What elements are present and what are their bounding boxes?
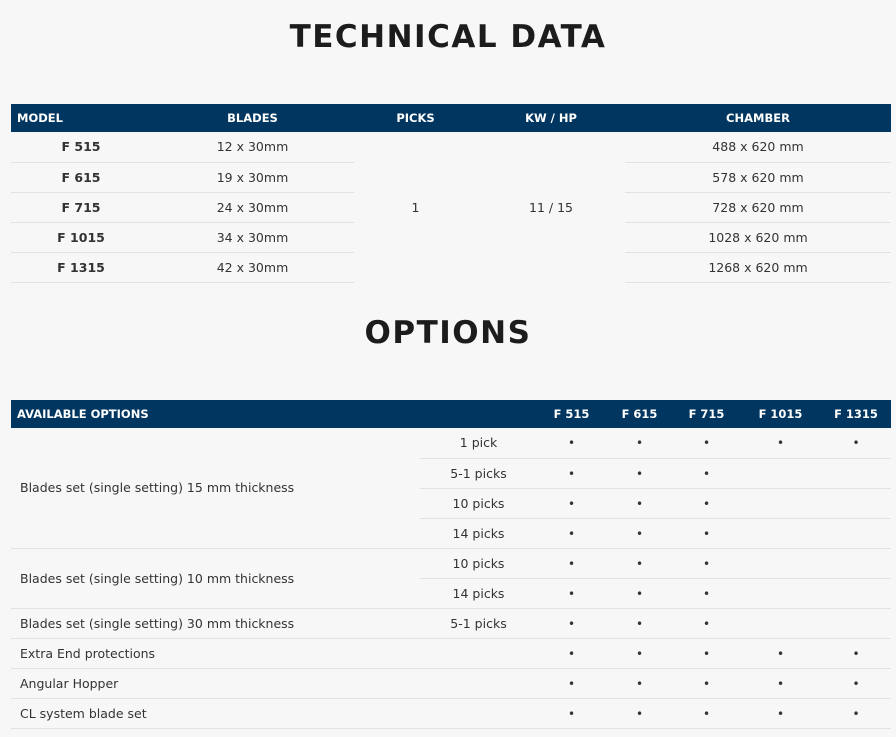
bullet-icon: • <box>635 466 644 481</box>
bullet-icon: • <box>776 646 785 661</box>
availability-cell <box>537 608 606 638</box>
option-name-cell: CL system blade set <box>11 698 420 728</box>
availability-cell <box>606 548 673 578</box>
bullet-icon: • <box>776 676 785 691</box>
availability-cell <box>537 488 606 518</box>
bullet-icon: • <box>702 676 711 691</box>
chamber-cell: 1268 x 620 mm <box>625 252 891 282</box>
availability-cell <box>606 428 673 458</box>
option-sub-cell: 14 picks <box>420 518 537 548</box>
bullet-icon: • <box>702 706 711 721</box>
availability-cell <box>606 608 673 638</box>
availability-cell <box>740 638 821 668</box>
availability-cell <box>740 608 821 638</box>
bullet-icon: • <box>702 556 711 571</box>
bullet-icon: • <box>567 466 576 481</box>
availability-cell <box>606 698 673 728</box>
availability-cell <box>673 548 740 578</box>
model-cell: F 615 <box>11 162 151 192</box>
bullet-icon: • <box>776 436 785 451</box>
availability-cell <box>821 638 891 668</box>
availability-cell <box>537 428 606 458</box>
options-header-row <box>11 400 891 428</box>
availability-cell <box>821 458 891 488</box>
availability-cell <box>537 638 606 668</box>
model-cell: F 515 <box>11 132 151 162</box>
availability-cell <box>537 698 606 728</box>
availability-cell <box>821 668 891 698</box>
bullet-icon: • <box>852 706 860 721</box>
table-row <box>11 608 891 638</box>
availability-cell <box>537 518 606 548</box>
header-chamber: CHAMBER <box>625 104 891 132</box>
bullet-icon: • <box>776 706 785 721</box>
bullet-icon: • <box>852 646 860 661</box>
bullet-icon: • <box>702 616 711 631</box>
availability-cell <box>821 698 891 728</box>
option-name-cell: Angular Hopper <box>11 668 420 698</box>
bullet-icon: • <box>702 586 711 601</box>
chamber-cell: 728 x 620 mm <box>625 192 891 222</box>
bullet-icon: • <box>702 436 711 451</box>
header-f1015: F 1015 <box>740 400 821 428</box>
option-sub-cell <box>420 638 537 668</box>
picks-cell: 1 <box>411 199 420 215</box>
availability-cell <box>740 578 821 608</box>
table-row <box>11 548 891 578</box>
technical-data-table <box>11 104 891 283</box>
availability-cell <box>821 578 891 608</box>
bullet-icon: • <box>567 676 576 691</box>
availability-cell <box>606 668 673 698</box>
bullet-icon: • <box>702 646 711 661</box>
kw-hp-cell: 11 / 15 <box>529 199 573 215</box>
availability-cell <box>606 518 673 548</box>
availability-cell <box>606 488 673 518</box>
header-model: MODEL <box>11 104 151 132</box>
bullet-icon: • <box>567 586 576 601</box>
technical-header-row <box>11 104 891 132</box>
bullet-icon: • <box>567 616 576 631</box>
table-row <box>11 668 891 698</box>
header-blades: BLADES <box>151 104 354 132</box>
bullet-icon: • <box>567 496 576 511</box>
availability-cell <box>537 578 606 608</box>
bullet-icon: • <box>702 526 711 541</box>
availability-cell <box>740 518 821 548</box>
blades-cell: 19 x 30mm <box>151 162 354 192</box>
bullet-icon: • <box>635 496 644 511</box>
option-sub-cell <box>420 698 537 728</box>
blades-cell: 24 x 30mm <box>151 192 354 222</box>
model-cell: F 715 <box>11 192 151 222</box>
bullet-icon: • <box>635 646 644 661</box>
availability-cell <box>673 668 740 698</box>
chamber-cell: 578 x 620 mm <box>625 162 891 192</box>
option-name-cell: Blades set (single setting) 10 mm thickness <box>11 548 420 608</box>
availability-cell <box>673 428 740 458</box>
bullet-icon: • <box>852 436 860 451</box>
availability-cell <box>673 578 740 608</box>
option-sub-cell <box>420 668 537 698</box>
option-name-cell: Extra End protections <box>11 638 420 668</box>
bullet-icon: • <box>567 526 576 541</box>
header-available-options: AVAILABLE OPTIONS <box>11 400 537 428</box>
bullet-icon: • <box>635 586 644 601</box>
bullet-icon: • <box>635 706 644 721</box>
table-row <box>11 428 891 458</box>
options-body <box>11 428 891 728</box>
table-row <box>11 698 891 728</box>
bullet-icon: • <box>567 556 576 571</box>
bullet-icon: • <box>635 436 644 451</box>
availability-cell <box>606 578 673 608</box>
availability-cell <box>537 458 606 488</box>
bullet-icon: • <box>567 646 576 661</box>
availability-cell <box>537 548 606 578</box>
bullet-icon: • <box>702 496 711 511</box>
option-sub-cell: 14 picks <box>420 578 537 608</box>
availability-cell <box>606 638 673 668</box>
option-sub-cell: 5-1 picks <box>420 608 537 638</box>
option-name-cell: Blades set (single setting) 30 mm thickness <box>11 608 420 638</box>
technical-data-title: TECHNICAL DATA <box>289 19 607 55</box>
blades-cell: 34 x 30mm <box>151 222 354 252</box>
model-cell: F 1315 <box>11 252 151 282</box>
table-row <box>11 638 891 668</box>
bullet-icon: • <box>702 466 711 481</box>
option-name-cell: Blades set (single setting) 15 mm thickness <box>11 428 420 548</box>
bullet-icon: • <box>567 436 576 451</box>
header-picks: PICKS <box>354 104 477 132</box>
availability-cell <box>537 668 606 698</box>
availability-cell <box>821 548 891 578</box>
availability-cell <box>821 428 891 458</box>
availability-cell <box>673 458 740 488</box>
bullet-icon: • <box>567 706 576 721</box>
availability-cell <box>673 638 740 668</box>
bullet-icon: • <box>635 526 644 541</box>
availability-cell <box>740 458 821 488</box>
blades-cell: 42 x 30mm <box>151 252 354 282</box>
availability-cell <box>740 548 821 578</box>
options-title: OPTIONS <box>364 315 532 351</box>
availability-cell <box>821 488 891 518</box>
availability-cell <box>673 698 740 728</box>
options-table <box>11 400 891 729</box>
header-f515: F 515 <box>537 400 606 428</box>
header-f615: F 615 <box>606 400 673 428</box>
bullet-icon: • <box>635 676 644 691</box>
chamber-cell: 1028 x 620 mm <box>625 222 891 252</box>
header-f1315: F 1315 <box>821 400 891 428</box>
availability-cell <box>673 488 740 518</box>
header-kw-hp: KW / HP <box>477 104 625 132</box>
table-row <box>11 132 891 162</box>
option-sub-cell: 5-1 picks <box>420 458 537 488</box>
availability-cell <box>740 668 821 698</box>
blades-cell: 12 x 30mm <box>151 132 354 162</box>
availability-cell <box>821 608 891 638</box>
option-sub-cell: 10 picks <box>420 488 537 518</box>
chamber-cell: 488 x 620 mm <box>625 132 891 162</box>
availability-cell <box>740 488 821 518</box>
option-sub-cell: 10 picks <box>420 548 537 578</box>
bullet-icon: • <box>852 676 860 691</box>
bullet-icon: • <box>635 556 644 571</box>
availability-cell <box>673 518 740 548</box>
availability-cell <box>740 698 821 728</box>
bullet-icon: • <box>635 616 644 631</box>
header-f715: F 715 <box>673 400 740 428</box>
availability-cell <box>740 428 821 458</box>
model-cell: F 1015 <box>11 222 151 252</box>
availability-cell <box>821 518 891 548</box>
option-sub-cell: 1 pick <box>420 428 537 458</box>
availability-cell <box>673 608 740 638</box>
availability-cell <box>606 458 673 488</box>
